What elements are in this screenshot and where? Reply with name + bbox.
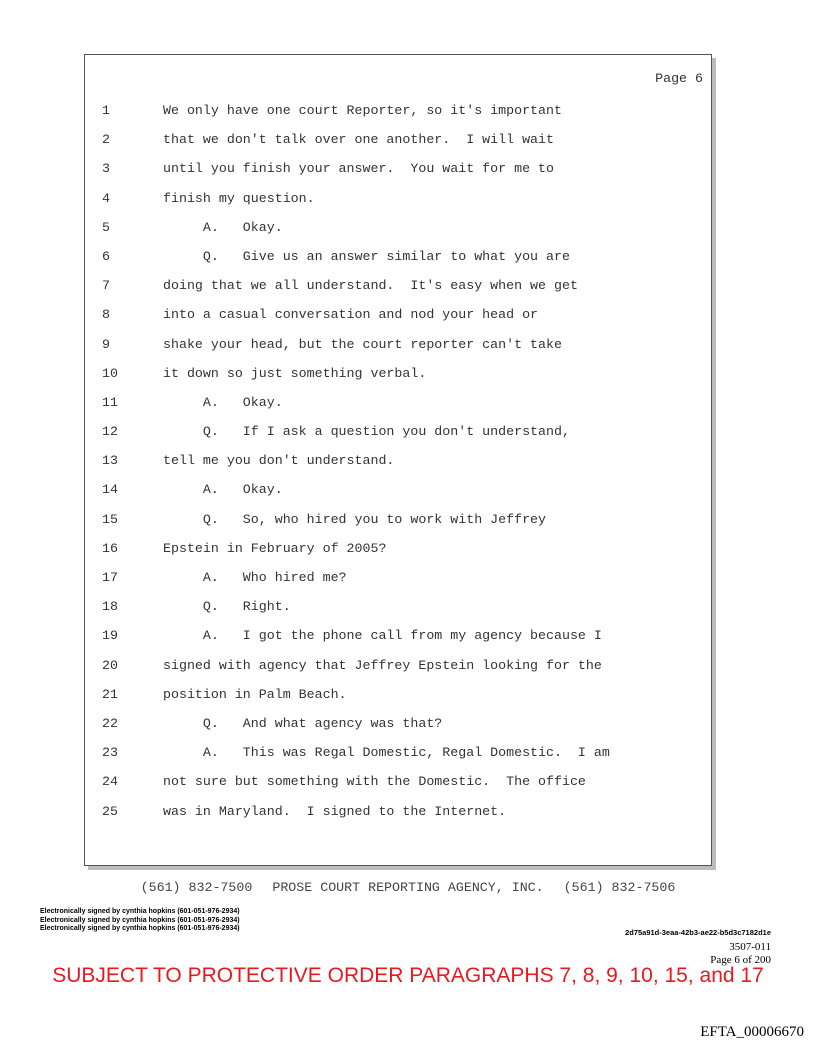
transcript-page: [84, 54, 712, 866]
line-number: 13: [102, 453, 118, 469]
line-number: 17: [102, 570, 118, 585]
transcript-line: [85, 125, 711, 154]
footer-agency: [0, 880, 816, 895]
line-number: 14: [102, 482, 118, 498]
line-text: Q. Give us an answer similar to what you are: [163, 248, 570, 264]
transcript-line: [85, 213, 711, 242]
line-text: Q. So, who hired you to work with Jeffrey: [163, 511, 547, 527]
line-number: 8: [102, 307, 110, 323]
line-text: A. This was Regal Domestic, Regal Domestic. I am: [163, 745, 610, 761]
line-number: 4: [102, 190, 110, 206]
transcript-line: [85, 563, 711, 592]
protective-order-notice: SUBJECT TO PROTECTIVE ORDER PARAGRAPHS 7, 8, 9, 10, 15, and 17: [52, 964, 764, 987]
line-number: 19: [102, 628, 118, 644]
line-number: 1: [102, 103, 110, 118]
footer-phone-left: (561) 832-7500: [140, 880, 253, 895]
transcript-line: [85, 651, 711, 680]
signature-line: Electronically signed by cynthia hopkins (601-051-976-2934): [40, 916, 240, 924]
line-number: 24: [102, 774, 118, 790]
line-number: 2: [102, 132, 110, 148]
line-number: 16: [102, 540, 118, 556]
line-text: it down so just something verbal.: [163, 365, 427, 381]
transcript-line: [85, 709, 711, 738]
line-number: 22: [102, 715, 118, 731]
line-text: signed with agency that Jeffrey Epstein looking for the: [163, 657, 602, 673]
line-text: Q. If I ask a question you don't understand,: [163, 424, 570, 440]
line-text: finish my question.: [163, 190, 315, 206]
line-text: position in Palm Beach.: [163, 686, 347, 702]
bates-stamp: [710, 941, 771, 966]
line-number: 25: [102, 803, 118, 819]
line-number: 23: [102, 745, 118, 761]
line-text: A. Okay.: [163, 482, 283, 498]
transcript-line: [85, 738, 711, 767]
transcript-line: [85, 534, 711, 563]
footer-phone-right: (561) 832-7506: [563, 880, 676, 895]
electronic-signatures: [40, 908, 240, 934]
signature-line: Electronically signed by cynthia hopkins (601-051-976-2934): [40, 925, 240, 933]
transcript-line: [85, 359, 711, 388]
footer-agency-name: PROSE COURT REPORTING AGENCY, INC.: [272, 880, 544, 895]
line-text: A. I got the phone call from my agency because I: [163, 628, 602, 644]
line-text: until you finish your answer. You wait for me to: [163, 161, 554, 177]
line-text: not sure but something with the Domestic. The office: [163, 774, 586, 790]
transcript-line: [85, 621, 711, 650]
transcript-line: [85, 446, 711, 475]
transcript-line: [85, 154, 711, 183]
exhibit-number: 3507-011: [729, 941, 771, 953]
line-text: that we don't talk over one another. I will wait: [163, 132, 554, 148]
transcript-lines: [85, 96, 711, 826]
transcript-line: [85, 300, 711, 329]
line-text: A. Okay.: [163, 219, 283, 235]
line-text: Q. Right.: [163, 599, 291, 615]
line-number: 9: [102, 336, 110, 352]
transcript-line: [85, 417, 711, 446]
line-text: was in Maryland. I signed to the Internet.: [163, 803, 507, 819]
line-text: We only have one court Reporter, so it's important: [163, 103, 562, 118]
transcript-line: [85, 330, 711, 359]
transcript-line: [85, 242, 711, 271]
line-number: 21: [102, 686, 118, 702]
transcript-line: [85, 184, 711, 213]
line-number: 18: [102, 599, 118, 615]
signature-line: Electronically signed by cynthia hopkins (601-051-976-2934): [40, 908, 240, 915]
transcript-line: [85, 475, 711, 504]
line-number: 7: [102, 278, 110, 294]
line-number: 3: [102, 161, 110, 177]
transcript-line: [85, 388, 711, 417]
efta-identifier: EFTA_00006670: [700, 1024, 804, 1040]
line-text: Q. And what agency was that?: [163, 715, 443, 731]
line-number: 15: [102, 511, 118, 527]
page-label: Page 6: [655, 71, 703, 86]
transcript-line: [85, 767, 711, 796]
transcript-line: [85, 96, 711, 125]
line-text: tell me you don't understand.: [163, 453, 395, 469]
line-text: into a casual conversation and nod your head or: [163, 307, 539, 323]
page-of-count: Page 6 of 200: [710, 953, 771, 966]
line-number: 6: [102, 248, 110, 264]
line-text: A. Okay.: [163, 394, 283, 410]
line-number: 5: [102, 219, 110, 235]
transcript-line: [85, 797, 711, 826]
line-text: A. Who hired me?: [163, 570, 347, 585]
line-text: Epstein in February of 2005?: [163, 540, 387, 556]
line-number: 10: [102, 365, 118, 381]
transcript-line: [85, 505, 711, 534]
line-number: 11: [102, 394, 118, 410]
transcript-line: [85, 271, 711, 300]
document-id: 2d75a91d-3eaa-42b3-ae22-b5d3c7182d1e: [625, 928, 771, 937]
line-number: 12: [102, 424, 118, 440]
line-text: doing that we all understand. It's easy when we get: [163, 278, 578, 294]
transcript-line: [85, 680, 711, 709]
line-text: shake your head, but the court reporter can't take: [163, 336, 562, 352]
transcript-line: [85, 592, 711, 621]
line-number: 20: [102, 657, 118, 673]
